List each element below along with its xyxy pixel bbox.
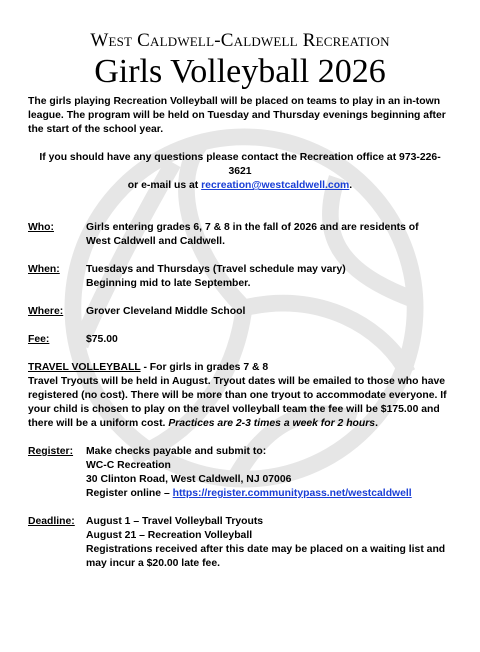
who-section (28, 221, 452, 249)
deadline-line-1: August 1 – Travel Volleyball Tryouts (86, 516, 264, 527)
page-title: Girls Volleyball 2026 (94, 53, 386, 90)
when-line-2: Beginning mid to late September. (86, 278, 251, 289)
when-label: When: (28, 264, 60, 275)
travel-heading: TRAVEL VOLLEYBALL (28, 362, 141, 373)
intro-paragraph: The girls playing Recreation Volleyball will be placed on teams to play in an in-town league. The program will be held on Tuesday and Thursday evenings beginning after the start of the school year. (28, 96, 446, 135)
travel-practice: Practices are 2-3 times a week for 2 hours (168, 418, 376, 429)
register-line-1: Make checks payable and submit to: (86, 446, 267, 457)
travel-end: . (375, 418, 378, 429)
travel-section (28, 361, 452, 431)
contact-line-1: If you should have any questions please contact the Recreation office at 973-226-3621 (39, 152, 441, 177)
contact-line-2-suffix: . (349, 180, 353, 191)
fee-section (28, 333, 452, 347)
register-label: Register: (28, 446, 74, 457)
where-label: Where: (28, 306, 64, 317)
where-section (28, 305, 452, 319)
when-line-1: Tuesdays and Thursdays (Travel schedule may vary) (86, 264, 346, 275)
register-section (28, 445, 452, 501)
register-line-3: 30 Clinton Road, West Caldwell, NJ 07006 (86, 474, 292, 485)
travel-subhead: - For girls in grades 7 & 8 (140, 362, 269, 373)
who-label: Who: (28, 222, 54, 233)
deadline-line-4: may incur a $20.00 late fee. (86, 558, 221, 569)
where-value: Grover Cleveland Middle School (86, 306, 246, 317)
contact-paragraph (28, 151, 452, 193)
when-section (28, 263, 452, 291)
who-line-1: Girls entering grades 6, 7 & 8 in the fall of 2026 and are residents of (86, 222, 419, 233)
flyer-page (0, 30, 480, 571)
register-line-2: WC-C Recreation (86, 460, 171, 471)
deadline-line-2: August 21 – Recreation Volleyball (86, 530, 253, 541)
org-name: West Caldwell-Caldwell Recreation (90, 30, 390, 51)
travel-body: Travel Tryouts will be held in August. Tryout dates will be emailed to those who have registered (no cost). There will be more than one tryout to accommodate everyone. If your child is chosen to play on the travel volleyball team the fee will be $175.00 and there will be a uniform cost. (28, 376, 447, 429)
who-line-2: West Caldwell and Caldwell. (86, 236, 225, 247)
register-online-prefix: Register online – (86, 488, 173, 499)
contact-line-2-prefix: or e-mail us at (127, 180, 202, 191)
fee-label: Fee: (28, 334, 50, 345)
deadline-line-3: Registrations received after this date may be placed on a waiting list and (86, 544, 446, 555)
deadline-section (28, 515, 452, 571)
register-url-link[interactable]: https://register.communitypass.net/westcaldwell (172, 488, 412, 499)
fee-value: $75.00 (86, 334, 118, 345)
email-link[interactable]: recreation@westcaldwell.com (201, 180, 350, 191)
deadline-label: Deadline: (28, 516, 75, 527)
